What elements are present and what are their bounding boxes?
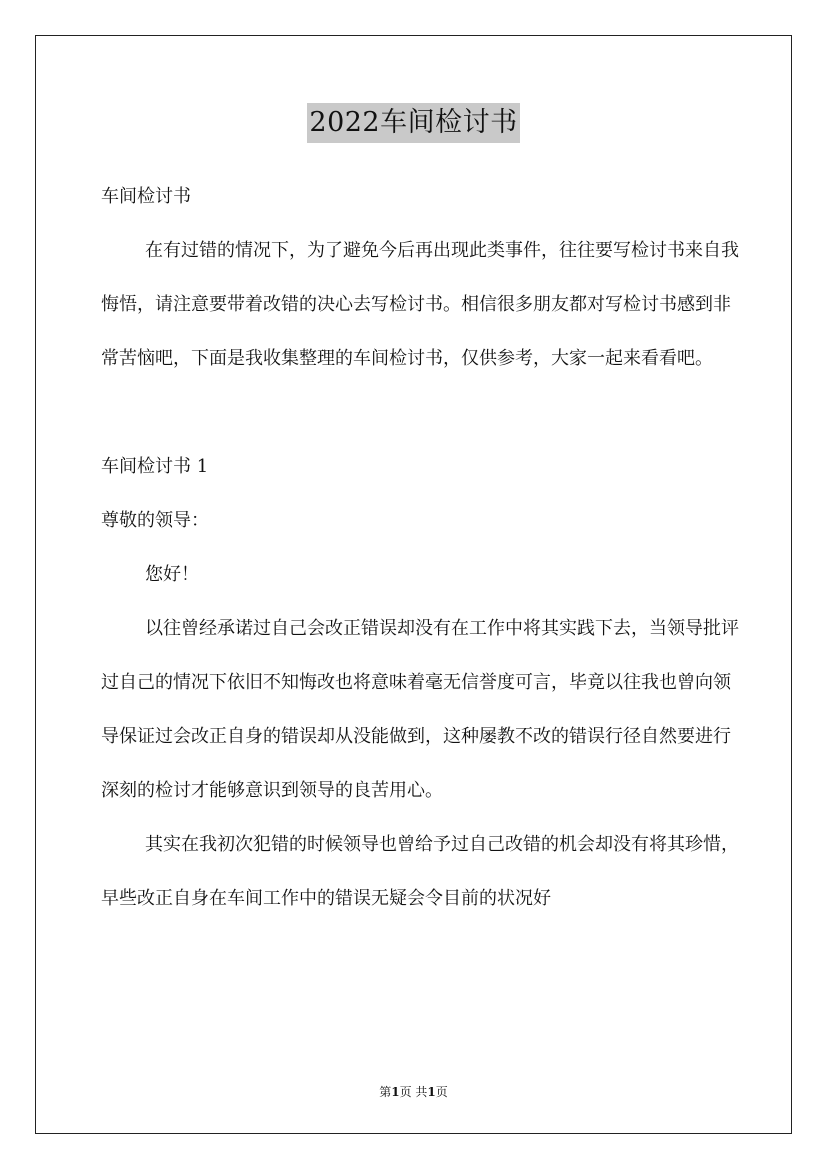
footer-page-mid: 页 共 [399,1085,428,1099]
document-body [101,170,741,926]
title-wrap [0,103,827,143]
section-title: 车间检讨书 1 [101,456,209,477]
heading: 车间检讨书 [101,186,191,207]
footer-page-total: 1 [427,1085,436,1099]
page-footer [0,1082,827,1102]
intro-paragraph: 在有过错的情况下，为了避免今后再出现此类事件，往往要写检讨书来自我悔悟，请注意要带着改错的决心去写检讨书。相信很多朋友都对写检讨书感到非常苦恼吧，下面是我收集整理的车间检讨书，仅供参考，大家一起来看看吧。 [101,240,739,369]
paragraph-1: 以往曾经承诺过自己会改正错误却没有在工作中将其实践下去，当领导批评过自己的情况下依旧不知悔改也将意味着毫无信誉度可言，毕竟以往我也曾向领导保证过会改正自身的错误却从没能做到，这种屡教不改的错误行径自然要进行深刻的检讨才能够意识到领导的良苦用心。 [101,618,739,801]
footer-page-prefix: 第 [379,1085,392,1099]
spacer [101,386,741,440]
footer-page-suffix: 页 [435,1085,448,1099]
greeting: 您好！ [145,564,199,585]
footer-page-current: 1 [391,1085,400,1099]
salutation: 尊敬的领导： [101,510,209,531]
paragraph-2: 其实在我初次犯错的时候领导也曾给予过自己改错的机会却没有将其珍惜，早些改正自身在车间工作中的错误无疑会令目前的状况好 [101,834,739,909]
document-title: 2022车间检讨书 [307,103,519,143]
